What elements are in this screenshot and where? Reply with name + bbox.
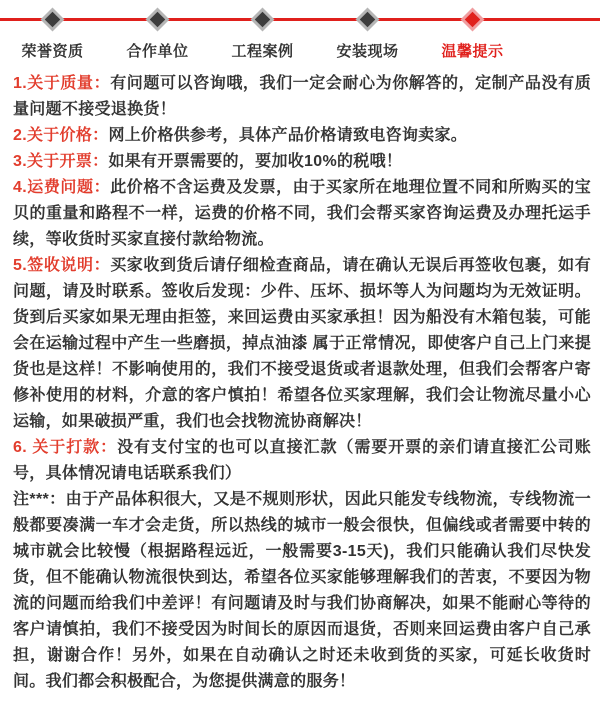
tab-project-cases[interactable] (210, 0, 315, 61)
tab-label: 工程案例 (231, 43, 294, 60)
tab-installation-site[interactable] (315, 0, 420, 61)
notice-label: 2.关于价格： (13, 127, 109, 144)
diamond-icon (40, 7, 64, 31)
diamond-icon-core (45, 12, 61, 28)
notice-label: 注***： (13, 491, 66, 508)
diamond-icon (460, 7, 484, 31)
notice-text: 此价格不含运费及发票，由于买家所在地理位置不同和所购买的宝贝的重量和路程不一样，运费的价格不同，我们会帮买家咨询运费及办理托运手续，等收货时买家直接付款给物流。 (13, 179, 591, 248)
notice-shipping (13, 175, 591, 253)
notice-payment (13, 435, 591, 487)
tab-label: 安装现场 (336, 43, 399, 60)
notice-quality (13, 71, 591, 123)
tab-partners[interactable] (105, 0, 210, 61)
notice-list (13, 71, 591, 695)
notice-text: 由于产品体积很大，又是不规则形状，因此只能发专线物流，专线物流一般都要凑满一车才会走货，所以热线的城市一般会很快，但偏线或者需要中转的城市就会比较慢（根据路程远近，一般需要3-15天)，我们只能确认我们尽快发货，但不能确认物流很快到达，希望各位买家能够理解我们的苦衷，不要因为物流的问题而给我们中差评！有问题请及时与我们协商解决，如果不能耐心等待的客户请慎拍，我们不接受因为时间长的原因而退货，否则来回运费由客户自己承担，谢谢合作！另外，如果在自动确认之时还未收到货的买家，可延长收货时间。我们都会积极配合，为您提供满意的服务！ (13, 491, 591, 690)
notice-text: 如果有开票需要的，要加收10%的税哦！ (108, 153, 403, 170)
diamond-icon-core (150, 12, 166, 28)
notice-label: 3.关于开票： (13, 153, 109, 170)
notice-invoice (13, 149, 591, 175)
notice-text: 没有支付宝的也可以直接汇款（需要开票的亲们请直接汇公司账号，具体情况请电话联系我们） (13, 439, 591, 482)
notice-text: 买家收到货后请仔细检查商品，请在确认无误后再签收包裹，如有问题，请及时联系。签收后发现：少件、压坏、损坏等人为问题均为无效证明。货到后买家如果无理由拒签，来回运费由买家承担！因为船没有木箱包装，可能会在运输过程中产生一些磨损，掉点油漆 属于正常情况，即使客户自己上门来提货也是这样！不影响使用的，我们不接受退货或者退款处理，但我们会帮客户寄修补使用的材料，介意的客户慎拍！希望各位买家理解，我们会让物流尽量小心运输，如果破损严重，我们也会找物流协商解决！ (13, 257, 591, 430)
notice-label: 5.签收说明： (13, 257, 111, 274)
tab-honor-qualification[interactable] (0, 0, 105, 61)
diamond-icon-core (465, 12, 481, 28)
tab-label: 温馨提示 (441, 43, 504, 60)
notice-label: 4.运费问题： (13, 179, 111, 196)
section-timeline-nav (0, 0, 600, 70)
diamond-icon-core (255, 12, 271, 28)
notice-receipt (13, 253, 591, 435)
tab-label: 荣誉资质 (21, 43, 84, 60)
tab-warm-tips[interactable] (420, 0, 525, 61)
notice-text: 网上价格供参考，具体产品价格请致电咨询卖家。 (108, 127, 468, 144)
notice-label: 1.关于质量： (13, 75, 111, 92)
diamond-icon (145, 7, 169, 31)
notice-label: 6. 关于打款： (13, 439, 118, 456)
tab-label: 合作单位 (126, 43, 189, 60)
diamond-icon (355, 7, 379, 31)
diamond-icon-core (360, 12, 376, 28)
diamond-icon (250, 7, 274, 31)
notice-text: 有问题可以咨询哦，我们一定会耐心为你解答的，定制产品没有质量问题不接受退换货！ (13, 75, 591, 118)
notice-price (13, 123, 591, 149)
tab-list (0, 0, 525, 61)
notice-logistics-note (13, 487, 591, 695)
